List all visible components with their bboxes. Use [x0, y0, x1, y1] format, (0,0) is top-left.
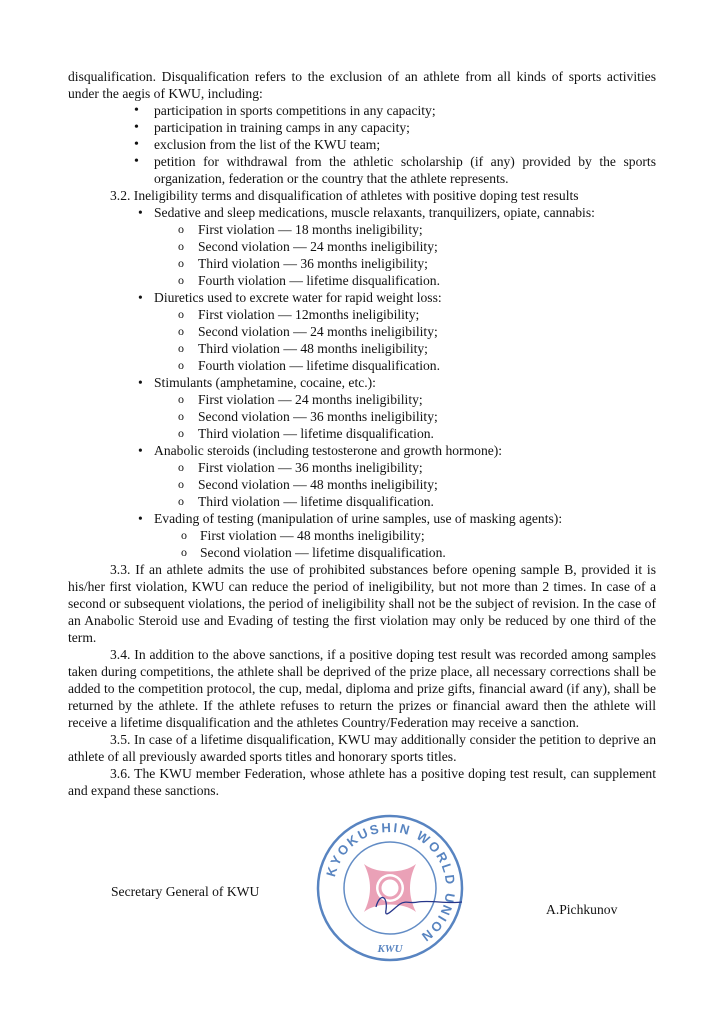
group-title: • Sedative and sleep medications, muscle relaxants, tranquilizers, opiate, cannabis:	[68, 204, 656, 221]
list-item: o Third violation — 48 months ineligibility;	[68, 340, 656, 357]
list-item: o Second violation — 24 months ineligibility;	[68, 238, 656, 255]
list-item: o Third violation — lifetime disqualification.	[68, 493, 656, 510]
list-item: o Third violation — lifetime disqualification.	[68, 425, 656, 442]
substance-group	[68, 289, 656, 374]
substance-group	[68, 442, 656, 510]
list-item: • exclusion from the list of the KWU team;	[68, 136, 656, 153]
paragraph-3-3: 3.3. If an athlete admits the use of prohibited substances before opening sample B, provided it is his/her first violation, KWU can reduce the period of ineligibility, but not more than 2 times. In case of a second or subsequent violations, the period of ineligibility shall not be the subject of revision. In the case of an Anabolic Steroid use and Evading of testing the first violation may only be reduced by one third of the term.	[68, 562, 656, 645]
seal-center-text: KWU	[377, 943, 403, 955]
group-title: • Diuretics used to excrete water for rapid weight loss:	[68, 289, 656, 306]
seal-ring-text: KYOKUSHIN WORLD UNION	[323, 819, 459, 946]
list-item: o Fourth violation — lifetime disqualification.	[68, 357, 656, 374]
signatory-name: A.Pichkunov	[546, 902, 618, 917]
list-item: o Fourth violation — lifetime disqualification.	[68, 272, 656, 289]
list-item: • participation in sports competitions in any capacity;	[68, 102, 656, 119]
list-item: o First violation — 12months ineligibility;	[68, 306, 656, 323]
list-item: o Third violation — 36 months ineligibility;	[68, 255, 656, 272]
list-item: o First violation — 18 months ineligibility;	[68, 221, 656, 238]
substance-group	[68, 374, 656, 442]
disqualification-list	[68, 102, 656, 187]
substance-group	[68, 510, 656, 561]
list-item: o Second violation — 36 months ineligibility;	[68, 408, 656, 425]
kwu-seal-stamp	[314, 812, 466, 964]
intro-paragraph: disqualification. Disqualification refers to the exclusion of an athlete from all kinds of sports activities under the aegis of KWU, including:	[68, 69, 656, 101]
signatory-title: Secretary General of KWU	[111, 884, 260, 899]
document-body	[68, 68, 656, 799]
list-item: o Second violation — 48 months ineligibility;	[68, 476, 656, 493]
group-title: • Evading of testing (manipulation of urine samples, use of masking agents):	[68, 510, 656, 527]
kanku-emblem	[364, 864, 416, 912]
paragraph-3-6: 3.6. The KWU member Federation, whose athlete has a positive doping test result, can supplement and expand these sanctions.	[68, 766, 656, 798]
list-item: o First violation — 36 months ineligibility;	[68, 459, 656, 476]
paragraph-3-4: 3.4. In addition to the above sanctions, if a positive doping test result was recorded among samples taken during competitions, the athlete shall be deprived of the prize place, all necessary corrections shall be added to the competition protocol, the cup, medal, diploma and prize gifts, financial award (if any), shall be returned by the athlete. If the athlete refuses to return the prizes or financial award then the athlete will receive a lifetime disqualification and the athletes Country/Federation may receive a sanction.	[68, 647, 656, 730]
paragraph-3-5: 3.5. In case of a lifetime disqualification, KWU may additionally consider the petition to deprive an athlete of all previously awarded sports titles and honorary sports titles.	[68, 732, 656, 764]
list-item: o Second violation — 24 months ineligibility;	[68, 323, 656, 340]
section-3-2-heading: 3.2. Ineligibility terms and disqualification of athletes with positive doping test results	[110, 188, 579, 203]
list-item: o Second violation — lifetime disqualification.	[68, 544, 656, 561]
substance-group	[68, 204, 656, 289]
group-title: • Stimulants (amphetamine, cocaine, etc.):	[68, 374, 656, 391]
group-title: • Anabolic steroids (including testosterone and growth hormone):	[68, 442, 656, 459]
list-item: o First violation — 24 months ineligibility;	[68, 391, 656, 408]
list-item: o First violation — 48 months ineligibility;	[68, 527, 656, 544]
list-item: • petition for withdrawal from the athletic scholarship (if any) provided by the sports organization, federation or the country that the athlete represents.	[68, 153, 656, 187]
list-item: • participation in training camps in any capacity;	[68, 119, 656, 136]
